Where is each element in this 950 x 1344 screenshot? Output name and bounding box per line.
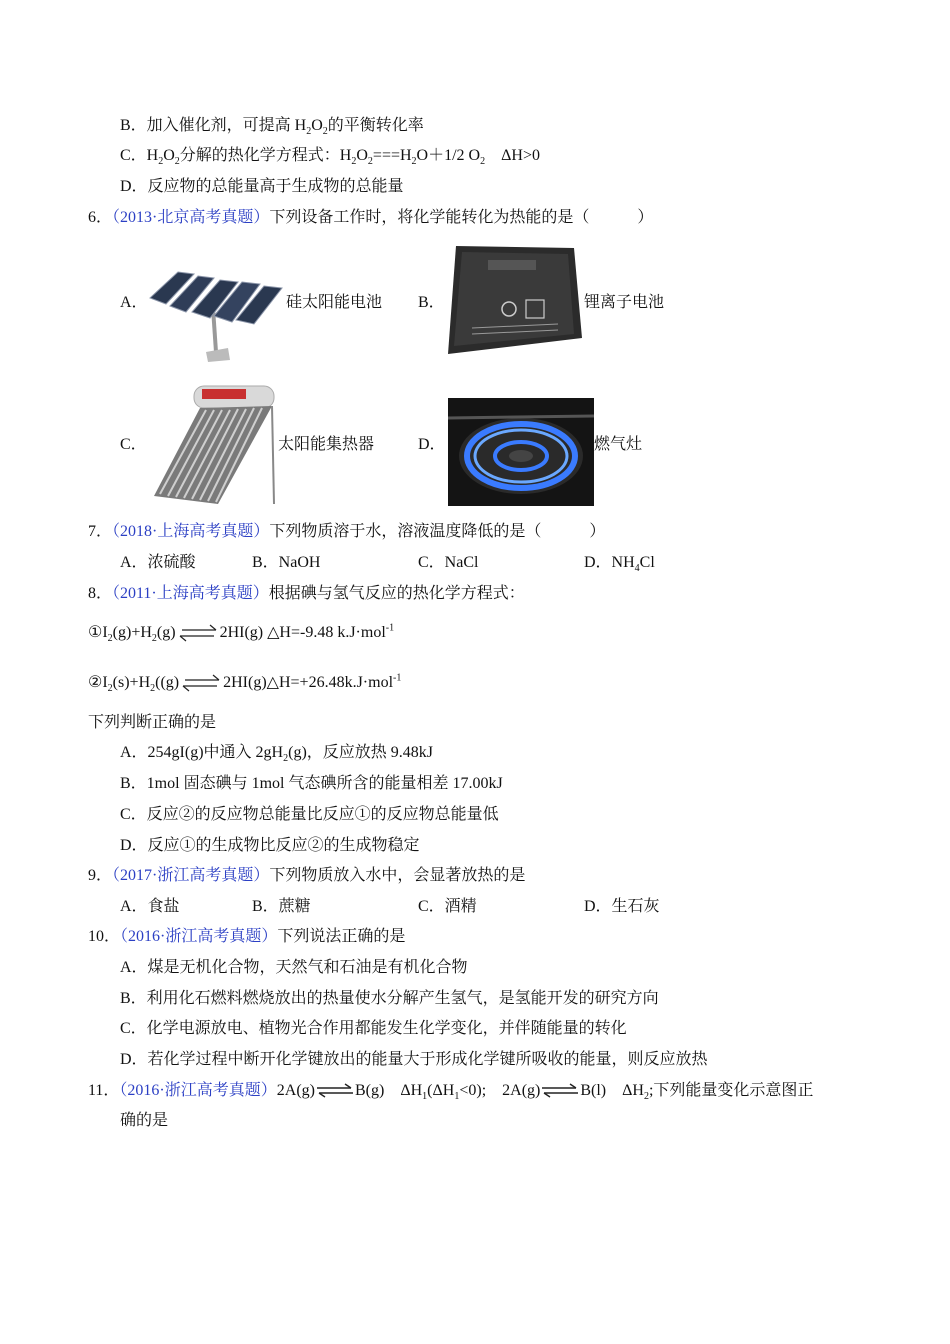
- q9-option-a: A．食盐: [120, 898, 180, 915]
- q9-option-c: C．酒精: [418, 898, 477, 915]
- q11-stem: 11．（2016·浙江高考真题）2A(g) B(g) $\Delta H_1(\Delta H_1<0)$; 2A(g) B(l) $\Delta H_2$;下列能量变化示意图正: [88, 1082, 814, 1103]
- q6-option-b-caption: 锂离子电池: [584, 294, 665, 311]
- q11-source: （2016·浙江高考真题）: [119, 1082, 277, 1099]
- q6-option-d-label: D．: [418, 436, 446, 453]
- q6-source: （2013·北京高考真题）: [112, 209, 270, 226]
- q10-option-d: D．若化学过程中断开化学键放出的能量大于形成化学键所吸收的能量，则反应放热: [120, 1051, 708, 1068]
- q11-stem-continued: 确的是: [120, 1112, 169, 1129]
- q7-option-b: B．NaOH: [252, 554, 321, 571]
- q7-option-d: D．$NH_4Cl$: [584, 554, 655, 575]
- q9-stem: 9．（2017·浙江高考真题）下列物质放入水中，会显著放热的是: [88, 867, 526, 884]
- lithium-battery-image: [442, 242, 582, 358]
- q8-stem: 8．（2011·上海高考真题）根据碘与氢气反应的热化学方程式：: [88, 585, 525, 602]
- q7-option-a: A．浓硫酸: [120, 554, 196, 571]
- gas-stove-image: [448, 398, 594, 506]
- solar-panel-image: [148, 268, 284, 362]
- q10-stem: 10．（2016·浙江高考真题）下列说法正确的是: [88, 928, 406, 945]
- q9-option-d: D．生石灰: [584, 898, 660, 915]
- q9-source: （2017·浙江高考真题）: [112, 867, 270, 884]
- reversible-arrow-icon: [176, 623, 220, 643]
- q8-option-a: A．254gI(g)中通入 $2gH_2(g)$，反应放热 9.48kJ: [120, 744, 433, 765]
- q10-option-b: B．利用化石燃料燃烧放出的热量使水分解产生氢气，是氢能开发的研究方向: [120, 990, 659, 1007]
- q5-option-d: D．反应物的总能量高于生成物的总能量: [120, 178, 404, 195]
- q10-option-c: C．化学电源放电、植物光合作用都能发生化学变化，并伴随能量的转化: [120, 1020, 627, 1037]
- q6-stem: 6．（2013·北京高考真题）下列设备工作时，将化学能转化为热能的是（ ）: [88, 209, 654, 226]
- reversible-arrow-icon: [179, 673, 223, 693]
- q8-equation-1: $①I_2(g)+H_2(g)$ 2HI(g) △H=-9.48 k.J·mol$^{-1}$: [88, 622, 395, 645]
- q8-option-b: B．1mol 固态碘与 1mol 气态碘所含的能量相差 17.00kJ: [120, 775, 503, 792]
- q10-source: （2016·浙江高考真题）: [120, 928, 278, 945]
- q6-option-d-caption: 燃气灶: [594, 436, 643, 453]
- q8-option-d: D．反应①的生成物比反应②的生成物稳定: [120, 837, 420, 854]
- q6-option-a-caption: 硅太阳能电池: [286, 294, 383, 311]
- equilibrium-arrow-icon: [540, 1083, 580, 1099]
- solar-water-heater-image: [146, 380, 278, 508]
- q5-option-c: C．$H_2O_2$分解的热化学方程式：$H_2O_2===H_2O+1/2$ $O_2$ ΔH>0: [120, 147, 540, 168]
- q8-option-c: C．反应②的反应物总能量比反应①的反应物总能量低: [120, 806, 499, 823]
- q6-option-a-label: A．: [120, 294, 148, 311]
- q8-sub-stem: 下列判断正确的是: [88, 714, 217, 731]
- q9-option-b: B．蔗糖: [252, 898, 311, 915]
- equilibrium-arrow-icon: [315, 1083, 355, 1099]
- q6-option-c-label: C．: [120, 436, 147, 453]
- q7-option-c: C．NaCl: [418, 554, 479, 571]
- q8-source: （2011·上海高考真题）: [112, 585, 269, 602]
- q7-stem: 7．（2018·上海高考真题）下列物质溶于水，溶液温度降低的是（ ）: [88, 523, 606, 540]
- q5-option-b: B．加入催化剂，可提高 $H_2O_2$的平衡转化率: [120, 117, 424, 138]
- q8-equation-2: $②I_2(s)+H_2((g)$ 2HI(g)△H=+26.48k.J·mol$^{-1}$: [88, 672, 402, 695]
- q6-option-b-label: B．: [418, 294, 445, 311]
- q7-source: （2018·上海高考真题）: [112, 523, 270, 540]
- q10-option-a: A．煤是无机化合物，天然气和石油是有机化合物: [120, 959, 468, 976]
- q6-option-c-caption: 太阳能集热器: [278, 436, 375, 453]
